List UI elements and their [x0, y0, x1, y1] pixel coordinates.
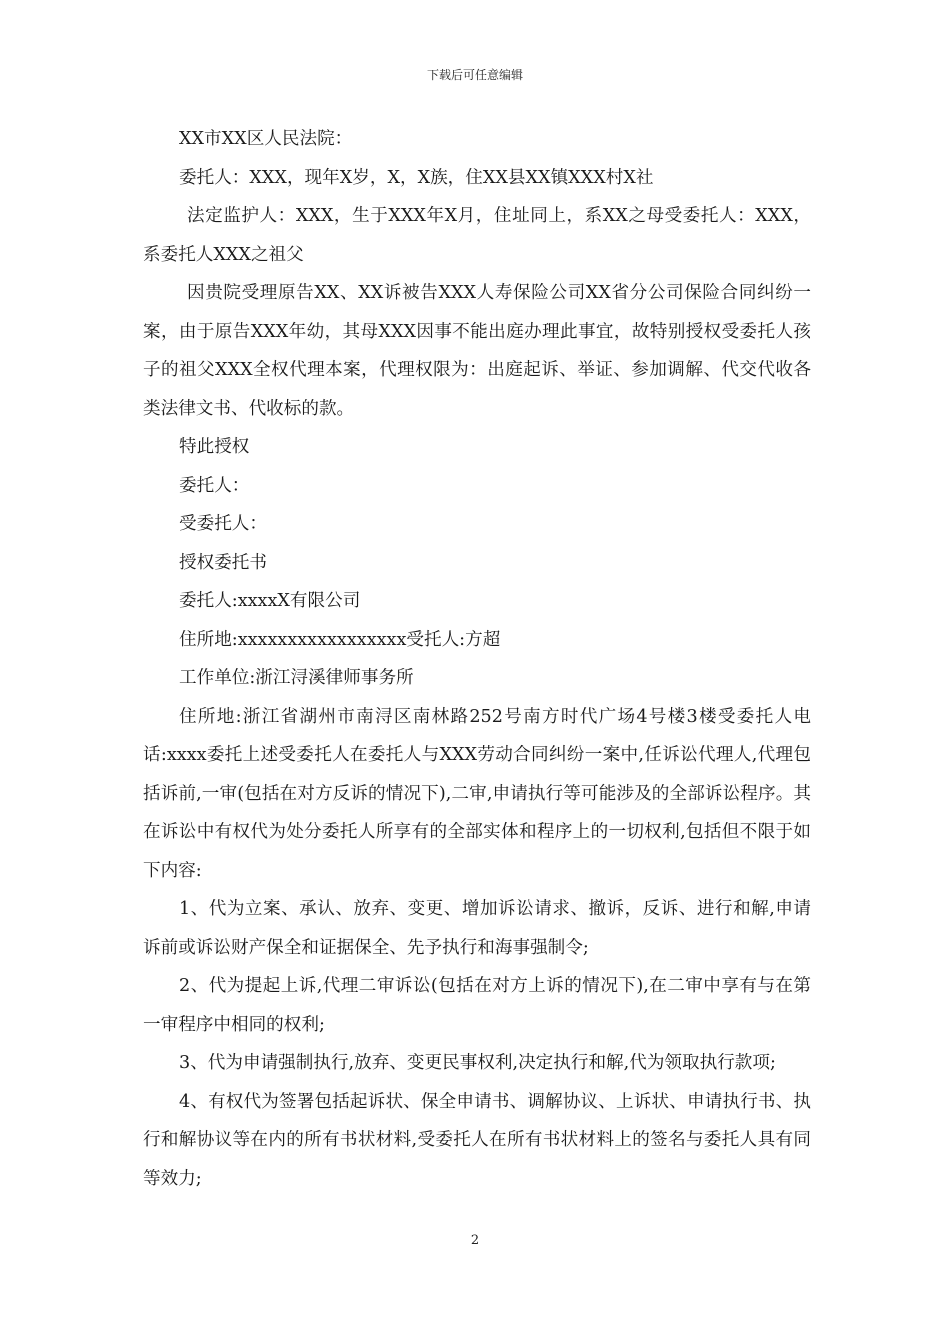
- authorization-statement: 特此授权: [179, 437, 250, 457]
- guardian-paragraph: 法定监护人：XXX，生于XXX年X月，住址同上，系XX之母受委托人：XXX，系委托人XXX之祖父: [143, 206, 811, 265]
- section-title: 授权委托书: [179, 552, 267, 573]
- court-address: XX市XX区人民法院：: [179, 129, 353, 149]
- power-item-1: 1、代为立案、承认、放弃、变更、增加诉讼请求、撤诉，反诉、进行和解,申请诉前或诉讼财产保全和证据保全、先予执行和海事强制令;: [143, 899, 811, 958]
- page-header: 下载后可任意编辑: [426, 68, 523, 82]
- document-body: [143, 120, 811, 1198]
- agent-address-paragraph: 住所地:浙江省湖州市南浔区南林路252号南方时代广场4号楼3楼受委托人电话:xxxx委托上述受委托人在委托人与XXX劳动合同纠纷一案中,任诉讼代理人,代理包括诉前,一审(包括在对方反诉的情况下),二审,申请执行等可能涉及的全部诉讼程序。其在诉讼中有权代为处分委托人所享有的全部实体和程序上的一切权利,包括但不限于如下内容:: [143, 706, 811, 881]
- principal-line: 委托人：XXX，现年X岁，X，X族，住XX县XX镇XXX村X社: [179, 167, 654, 188]
- power-item-4: 4、有权代为签署包括起诉状、保全申请书、调解协议、上诉状、申请执行书、执行和解协议等在内的所有书状材料,受委托人在所有书状材料上的签名与委托人具有同等效力;: [143, 1091, 811, 1189]
- power-item-2: 2、代为提起上诉,代理二审诉讼(包括在对方上诉的情况下),在二审中享有与在第一审程序中相同的权利;: [143, 976, 811, 1035]
- principal-company: 委托人:xxxxX有限公司: [179, 591, 361, 611]
- residence-and-agent: 住所地:xxxxxxxxxxxxxxxxx受托人:方超: [179, 629, 501, 650]
- power-item-3: 3、代为申请强制执行,放弃、变更民事权利,决定执行和解,代为领取执行款项;: [179, 1053, 776, 1073]
- work-unit: 工作单位:浙江浔溪律师事务所: [179, 668, 414, 688]
- case-authorization-paragraph: 因贵院受理原告XX、XX诉被告XXX人寿保险公司XX省分公司保险合同纠纷一案，由于原告XXX年幼，其母XXX因事不能出庭办理此事宜，故特别授权受委托人孩子的祖父XXX全权代理本案，代理权限为：出庭起诉、举证、参加调解、代交代收各类法律文书、代收标的款。: [143, 283, 811, 419]
- page-number: 2: [470, 1233, 480, 1248]
- agent-signature-line: 受委托人：: [179, 514, 267, 534]
- principal-signature-line: 委托人：: [179, 475, 250, 496]
